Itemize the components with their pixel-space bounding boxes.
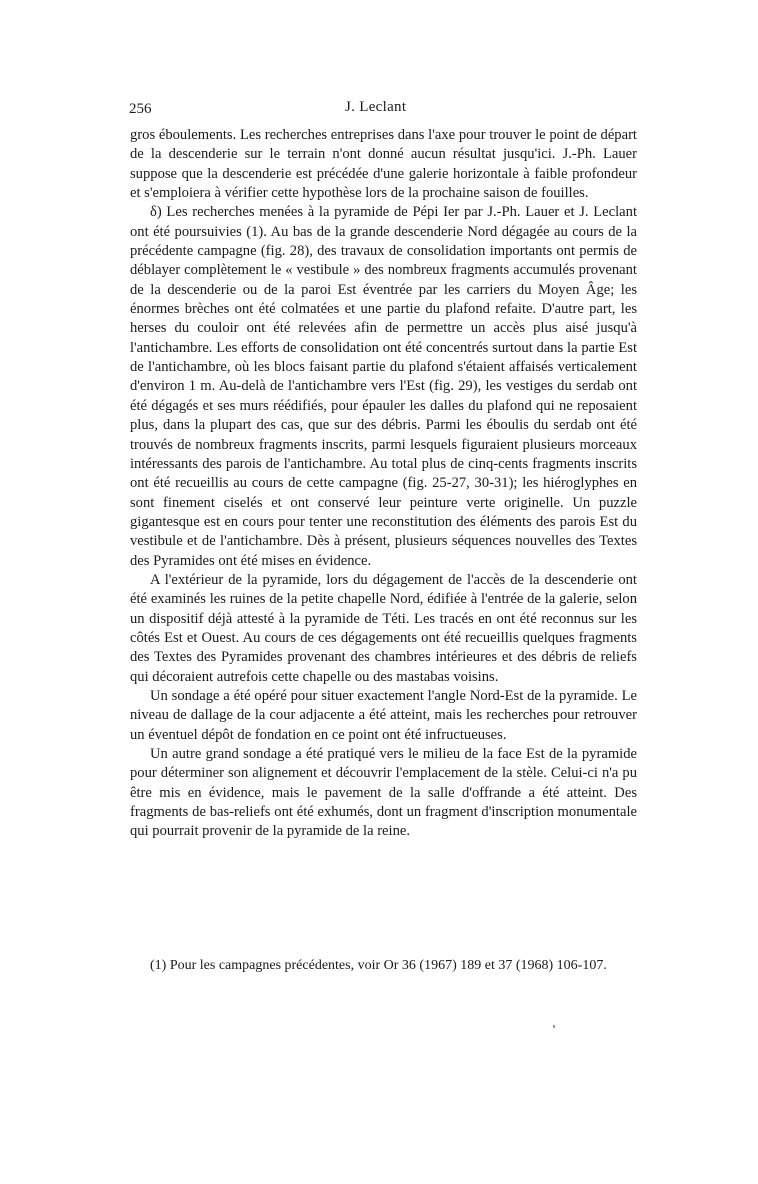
paragraph-1: gros éboulements. Les recherches entreprises dans l'axe pour trouver le point de départ de la descenderie sur le terrain n'ont donné aucun résultat jusqu'ici. J.-Ph. Lauer suppose que la descenderie est précédée d'une galerie horizontale à faible profondeur et s'emploiera à vérifier cette hypothèse lors de la prochaine saison de fouilles. — [130, 127, 637, 202]
footnote — [130, 957, 637, 975]
page-number: 256 — [129, 101, 152, 117]
paragraph-5: Un autre grand sondage a été pratiqué vers le milieu de la face Est de la pyramide pour déterminer son alignement et découvrir l'emplacement de la stèle. Celui-ci n'a pu être mis en évidence, mais le pavement de la salle d'offrande a été atteint. Des fragments de bas-reliefs ont été exhumés, dont un fragment d'inscription monumentale qui pourrait provenir de la pyramide de la reine. — [130, 746, 637, 840]
paragraph-4: Un sondage a été opéré pour situer exactement l'angle Nord-Est de la pyramide. Le niveau de dallage de la cour adjacente a été atteint, mais les recherches pour retrouver un éventuel dépôt de fondation en ce point ont été infructueuses. — [130, 687, 637, 743]
footnote-1: (1) Pour les campagnes précédentes, voir Or 36 (1967) 189 et 37 (1968) 106-107. — [150, 958, 607, 973]
paragraph-3: A l'extérieur de la pyramide, lors du dégagement de l'accès de la descenderie ont été examinés les ruines de la petite chapelle Nord, édifiée à l'entrée de la galerie, selon un dispositif déjà attesté à la pyramide de Téti. Les tracés en ont été reconnus sur les côtés Est et Ouest. Au cours de ces dégagements ont été recueillis quelques fragments des Textes des Pyramides provenant des chambres intérieures et des débris de reliefs qui décoraient autrefois cette chapelle ou des mastabas voisins. — [130, 571, 637, 685]
paragraph-2: δ) Les recherches menées à la pyramide de Pépi Ier par J.-Ph. Lauer et J. Leclant ont été poursuivies (1). Au bas de la grande descenderie Nord dégagée au cours de la précédente campagne (fig. 28), des travaux de consolidation importants ont permis de déblayer complètement le « vestibule » des nombreux fragments accumulés provenant de la descenderie ou de la paroi Est éventrée par les carriers du Moyen Âge; les énormes brèches ont été colmatées et une partie du plafond refaite. D'autre part, les herses du couloir ont été relevées afin de permettre un accès plus aisé jusqu'à l'antichambre. Les efforts de consolidation ont été concentrés surtout dans la partie Est de l'antichambre, où les blocs faisant partie du plafond s'étaient affaisés verticalement d'environ 1 m. Au-delà de l'antichambre vers l'Est (fig. 29), les vestiges du serdab ont été dégagés et ses murs réédifiés, pour épauler les dalles du plafond qui ne reposaient plus, dans la plupart des cas, que sur des débris. Parmi les éboulis du serdab ont été trouvés de nombreux fragments inscrits, parmi lesquels figuraient plusieurs morceaux intéressants des parois de l'antichambre. Au total plus de cinq-cents fragments inscrits ont été recueillis au cours de cette campagne (fig. 25-27, 30-31); les hiéroglyphes en sont finement ciselés et ont conservé leur peinture verte originelle. Un puzzle gigantesque est en cours pour tenter une reconstitution des éléments des parois Est du vestibule et de l'antichambre. Dès à présent, plusieurs séquences nouvelles des Textes des Pyramides ont été mises en évidence. — [130, 204, 637, 569]
body-text — [130, 126, 637, 842]
scan-speck — [553, 1025, 555, 1028]
running-head-author: J. Leclant — [345, 99, 407, 115]
